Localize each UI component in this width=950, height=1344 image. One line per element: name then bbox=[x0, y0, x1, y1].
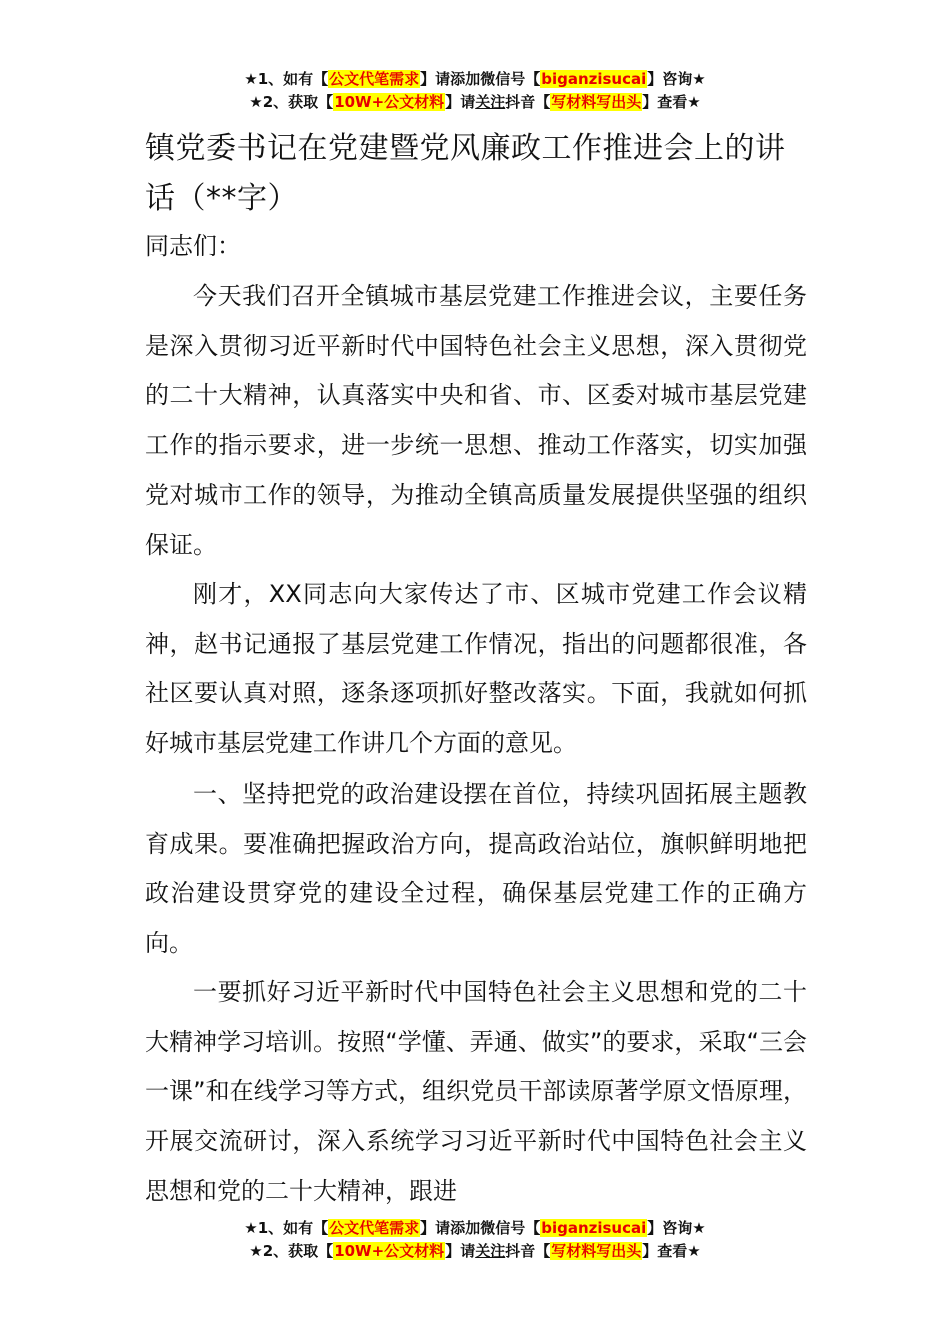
banner-prefix: ★1、如有【 bbox=[244, 1219, 329, 1237]
banner-line-2 bbox=[0, 1240, 950, 1263]
banner-text: 】请 bbox=[445, 93, 476, 111]
banner-suffix: 】咨询★ bbox=[647, 70, 706, 88]
banner-underlined-text: 关注 bbox=[475, 1242, 506, 1260]
banner-highlight-wechat-id: biganzisucai bbox=[541, 70, 647, 88]
banner-text: 微信号【 bbox=[480, 70, 541, 88]
banner-bold-text: 加 bbox=[465, 70, 481, 88]
banner-text: 抖音【 bbox=[505, 93, 551, 111]
greeting: 同志们： bbox=[145, 232, 241, 260]
banner-suffix: 】查看★ bbox=[642, 93, 701, 111]
banner-text: 微信号【 bbox=[480, 1219, 541, 1237]
banner-line-1 bbox=[0, 1217, 950, 1240]
banner-highlight-materials: 10W+公文材料 bbox=[334, 93, 445, 111]
banner-line-2 bbox=[0, 91, 950, 114]
banner-suffix: 】咨询★ bbox=[647, 1219, 706, 1237]
paragraph: 今天我们召开全镇城市基层党建工作推进会议，主要任务是深入贯彻习近平新时代中国特色社会主义思想，深入贯彻党的二十大精神，认真落实中央和省、市、区委对城市基层党建工作的指示要求，进一步统一思想、推动工作落实，切实加强党对城市工作的领导，为推动全镇高质量发展提供坚强的组织保证。 bbox=[145, 282, 807, 559]
section-heading-paragraph: 一、坚持把党的政治建设摆在首位，持续巩固拓展主题教育成果。要准确把握政治方向，提高政治站位，旗帜鲜明地把政治建设贯穿党的建设全过程，确保基层党建工作的正确方向。 bbox=[145, 780, 807, 958]
banner-prefix: ★1、如有【 bbox=[244, 70, 329, 88]
paragraph: 一要抓好习近平新时代中国特色社会主义思想和党的二十大精神学习培训。按照“学懂、弄通、做实”的要求，采取“三会一课”和在线学习等方式，组织党员干部读原著学原文悟原理，开展交流研讨，深入系统学习习近平新时代中国特色社会主义思想和党的二十大精神，跟进 bbox=[145, 978, 807, 1205]
footer-banner bbox=[0, 1217, 950, 1263]
banner-underlined-text: 关注 bbox=[475, 93, 506, 111]
banner-text: 】请添 bbox=[420, 1219, 466, 1237]
paragraph: 刚才，XX同志向大家传达了市、区城市党建工作会议精神，赵书记通报了基层党建工作情况，指出的问题都很准，各社区要认真对照，逐条逐项抓好整改落实。下面，我就如何抓好城市基层党建工作讲几个方面的意见。 bbox=[145, 580, 807, 758]
banner-prefix: ★2、获取【 bbox=[249, 93, 334, 111]
banner-highlight-service: 公文代笔需求 bbox=[329, 1219, 420, 1237]
banner-text: 】请添 bbox=[420, 70, 466, 88]
document-title: 镇党委书记在党建暨党风廉政工作推进会上的讲话（**字） bbox=[145, 131, 786, 216]
banner-line-1 bbox=[0, 68, 950, 91]
banner-highlight-douyin-account: 写材料写出头 bbox=[551, 93, 642, 111]
banner-highlight-wechat-id: biganzisucai bbox=[541, 1219, 647, 1237]
banner-highlight-douyin-account: 写材料写出头 bbox=[551, 1242, 642, 1260]
banner-text: 抖音【 bbox=[505, 1242, 551, 1260]
banner-prefix: ★2、获取【 bbox=[249, 1242, 334, 1260]
banner-bold-text: 加 bbox=[465, 1219, 481, 1237]
banner-highlight-materials: 10W+公文材料 bbox=[334, 1242, 445, 1260]
header-banner bbox=[0, 68, 950, 114]
banner-highlight-service: 公文代笔需求 bbox=[329, 70, 420, 88]
banner-suffix: 】查看★ bbox=[642, 1242, 701, 1260]
banner-text: 】请 bbox=[445, 1242, 476, 1260]
